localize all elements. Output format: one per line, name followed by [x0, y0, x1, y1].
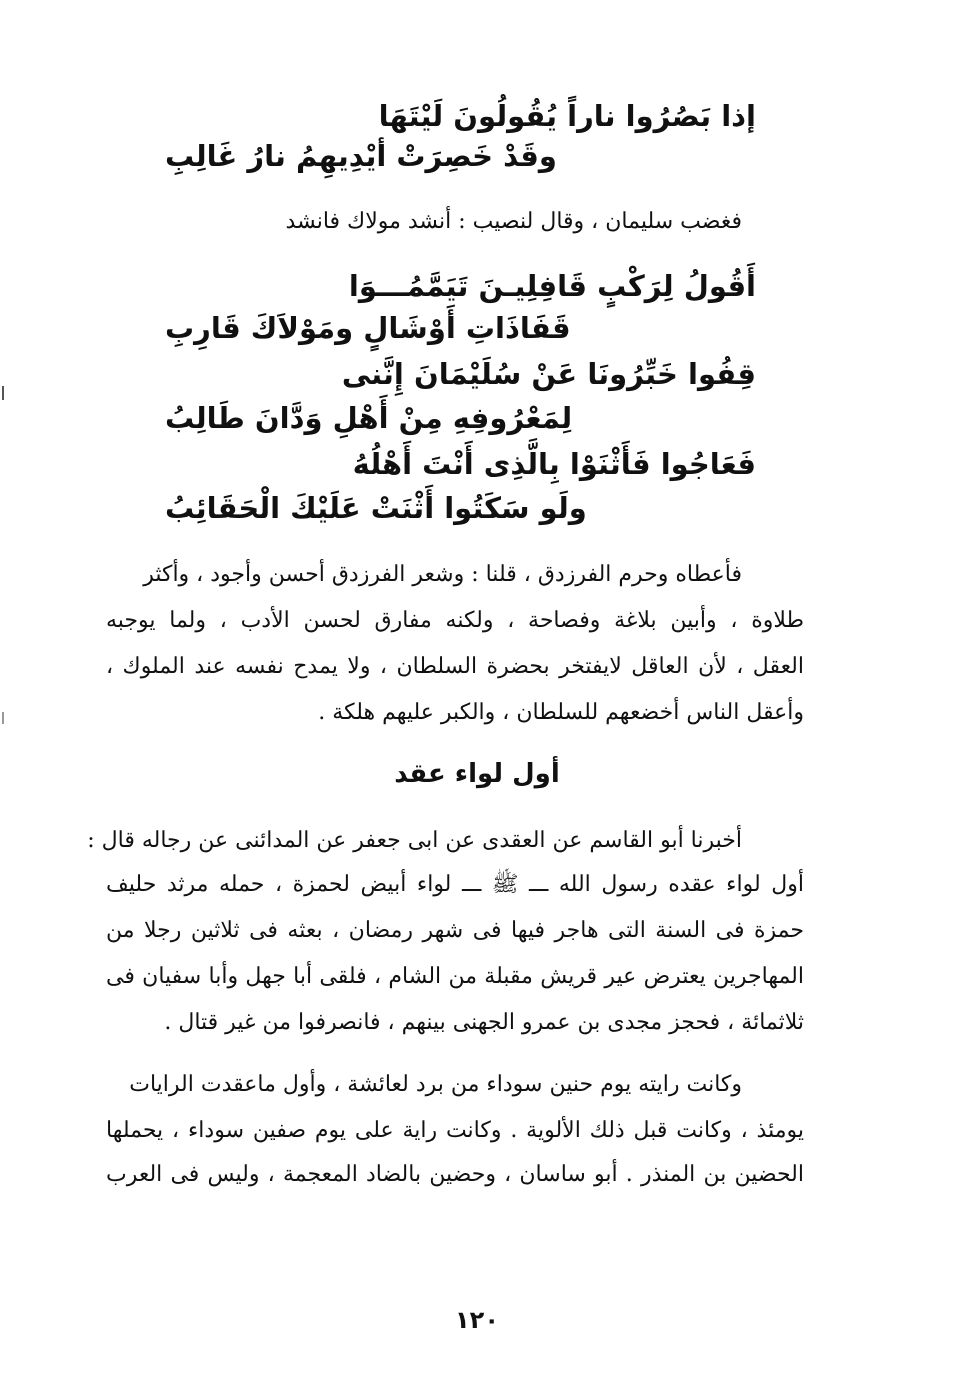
para3-line-2: يومئذ ، وكانت قبل ذلك الألوية . وكانت راية على يوم صفين سوداء ، يحملها [106, 1118, 804, 1143]
para1-line-2: طلاوة ، وأبين بلاغة وفصاحة ، ولكنه مفارق لحسن الأدب ، ولما يوجبه [106, 608, 804, 633]
para2-line-4: المهاجرين يعترض عير قريش مقبلة من الشام ، فلقى أبا جهل وأبا سفيان فى [106, 964, 804, 989]
poem2-hemistich-5: فَعَاجُوا فَأَثْنَوْا بِالَّذِى أَنْتَ أَهْلُهُ [352, 447, 756, 481]
poem2-hemistich-1: أَقُولُ لِرَكْبٍ قَافِلِيـنَ تَيَمَّمُـــوَا [348, 269, 756, 303]
para1-line-4: وأعقل الناس أخضعهم للسلطان ، والكبر عليهم هلكة . [318, 700, 804, 725]
poem2-hemistich-2: قَفَاذَاتِ أَوْشَالٍ ومَوْلاَكَ قَارِبِ [165, 311, 571, 345]
poem2-hemistich-4: لِمَعْرُوفِهِ مِنْ أَهْلِ وَدَّانَ طَالِبُ [165, 401, 573, 435]
para2-line-3: حمزة فى السنة التى هاجر فيها فى شهر رمضان ، بعثه فى ثلاثين رجلا من [106, 918, 804, 943]
para2-line-2: أول لواء عقده رسول الله ـــ ﷺ ـــ لواء أبيض لحمزة ، حمله مرثد حليف [106, 872, 804, 897]
page-number: ١٢٠ [455, 1306, 499, 1334]
para1-line-1: فأعطاه وحرم الفرزدق ، قلنا : وشعر الفرزدق أحسن وأجود ، وأكثر [143, 562, 742, 587]
poem1-hemistich-1: إذا بَصُرُوا ناراً يُقُولُونَ لَيْتَهَا [378, 99, 756, 133]
poem2-hemistich-6: ولَو سَكَتُوا أَثْنَتْ عَلَيْكَ الْحَقَائِبُ [165, 491, 587, 525]
para3-line-3: الحضين بن المنذر . أبو ساسان ، وحضين بالضاد المعجمة ، وليس فى العرب [106, 1162, 804, 1187]
para1-line-3: العقل ، لأن العاقل لايفتخر بحضرة السلطان ، ولا يمدح نفسه عند الملوك ، [106, 654, 804, 679]
para2-line-1: أخبرنا أبو القاسم عن العقدى عن ابى جعفر عن المدائنى عن رجاله قال : [87, 828, 742, 853]
intro-line: فغضب سليمان ، وقال لنصيب : أنشد مولاك فانشد [285, 209, 742, 234]
para3-line-1: وكانت رايته يوم حنين سوداء من برد لعائشة ، وأول ماعقدت الرايات [129, 1072, 742, 1097]
margin-mark-left-lower [2, 712, 4, 724]
poem2-hemistich-3: قِفُوا خَبِّرُونَا عَنْ سُلَيْمَانَ إِنَّنى [341, 357, 756, 391]
poem1-hemistich-2: وقَدْ خَصِرَتْ أيْدِيهِمُ نارُ غَالِبِ [165, 139, 557, 173]
section-heading: أول لواء عقد [394, 759, 560, 789]
margin-mark-left [2, 386, 4, 400]
para2-line-5: ثلاثمائة ، فحجز مجدى بن عمرو الجهنى بينهم ، فانصرفوا من غير قتال . [164, 1010, 804, 1035]
